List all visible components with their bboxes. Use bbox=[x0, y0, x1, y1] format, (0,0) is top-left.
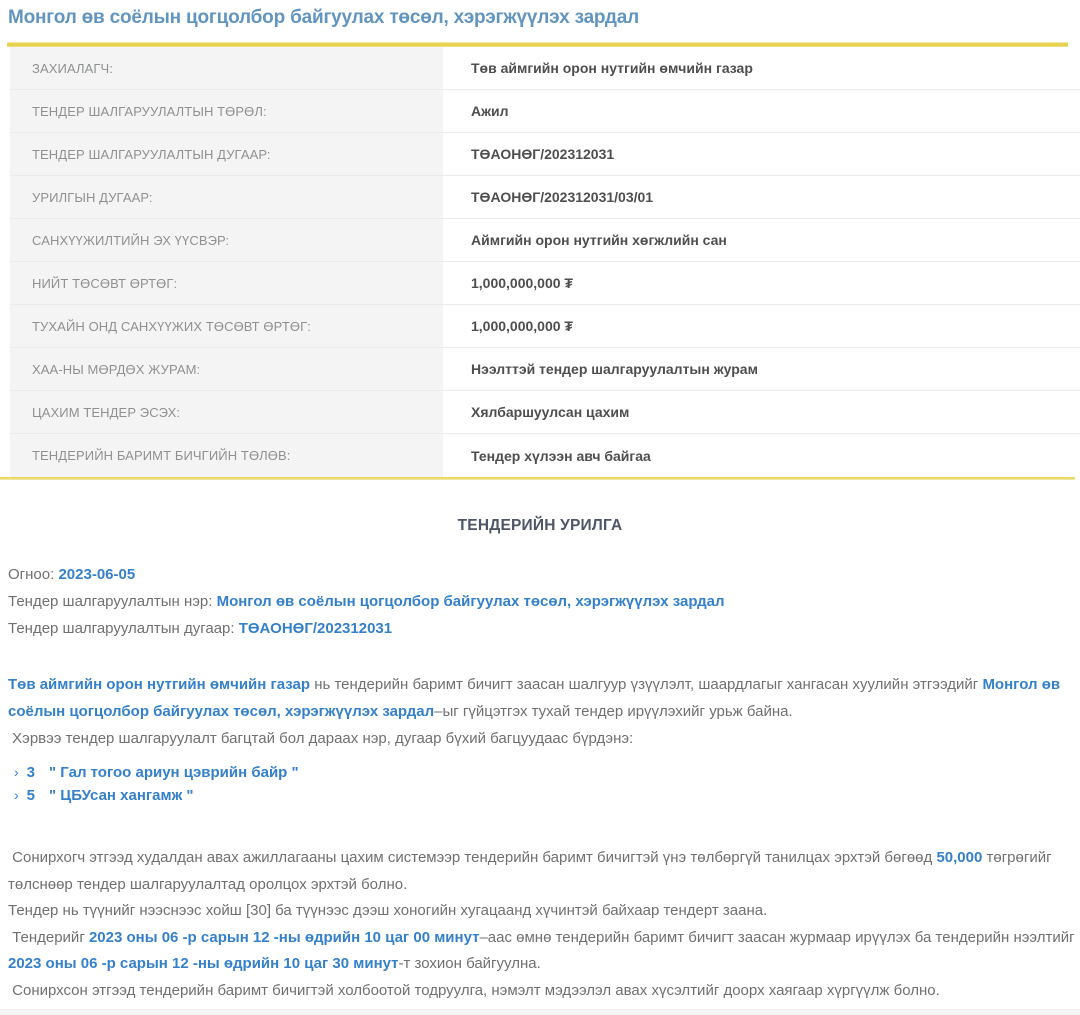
detail-label: ТЕНДЕРИЙН БАРИМТ БИЧГИЙН ТӨЛӨВ: bbox=[10, 434, 443, 477]
paragraph bbox=[8, 725, 1080, 752]
meta-value-link[interactable]: Монгол өв соёлын цогцолбор байгуулах төсөл, хэрэгжүүлэх зардал bbox=[216, 593, 725, 610]
detail-value: ТӨАОНӨГ/202312031/03/01 bbox=[471, 189, 654, 205]
paragraph bbox=[8, 925, 1080, 978]
detail-value: Төв аймгийн орон нутгийн өмчийн газар bbox=[471, 60, 753, 76]
lot-item[interactable] bbox=[14, 784, 1080, 807]
bottom-strip bbox=[0, 1009, 1080, 1015]
inline-link[interactable]: 2023 оны 06 -р сарын 12 -ны өдрийн 10 цаг 30 минут bbox=[8, 955, 399, 972]
inline-text: -т зохион байгуулна. bbox=[398, 955, 541, 972]
lot-number: 3 bbox=[26, 764, 36, 781]
table-row bbox=[10, 176, 1080, 219]
inline-text: –аас өмнө тендерийн баримт бичигт заасан журмаар ирүүлэх ба тендерийн нээлтийг bbox=[479, 928, 1079, 946]
detail-value: Ажил bbox=[471, 103, 509, 119]
lot-number: 5 bbox=[26, 787, 36, 804]
invitation-heading: ТЕНДЕРИЙН УРИЛГА bbox=[457, 517, 623, 534]
invitation-intro-paragraphs bbox=[8, 671, 1080, 752]
meta-value-link[interactable]: ТӨАОНӨГ/202312031 bbox=[238, 620, 393, 637]
inline-link[interactable]: Төв аймгийн орон нутгийн өмчийн газар bbox=[8, 676, 311, 693]
meta-line bbox=[8, 588, 1080, 615]
detail-label: ХАА-НЫ МӨРДӨХ ЖУРАМ: bbox=[10, 348, 443, 390]
inline-text: төгрөгийг төлснөөр тендер шалгаруулалтад оролцох эрхтэй болно. bbox=[8, 849, 1056, 893]
inline-text: Сонирхсон этгээд тендерийн баримт бичигтэй холбоотой тодруулга, нэмэлт мэдээлэл авах хүсэлтийг доорх хаягаар хүргүүлж болно. bbox=[8, 981, 940, 999]
lot-list bbox=[14, 761, 1080, 807]
meta-label: Тендер шалгаруулалтын нэр: bbox=[8, 593, 217, 610]
inline-text: Тендерийг bbox=[8, 928, 89, 946]
meta-label: Тендер шалгаруулалтын дугаар: bbox=[8, 620, 239, 637]
paragraph bbox=[8, 845, 1080, 898]
table-row bbox=[10, 305, 1080, 348]
paragraph bbox=[8, 671, 1080, 725]
detail-label: ТЕНДЕР ШАЛГАРУУЛАЛТЫН ТӨРӨЛ: bbox=[10, 90, 443, 132]
tender-details-table bbox=[10, 47, 1080, 477]
inline-text: нь тендерийн баримт бичигт заасан шалгуур үзүүлэлт, шаардлагыг хангасан хуулийн этгээдийг bbox=[310, 676, 983, 693]
table-row bbox=[10, 47, 1080, 90]
detail-value: Тендер хүлээн авч байгаа bbox=[471, 447, 651, 464]
detail-label: САНХҮҮЖИЛТИЙН ЭХ ҮҮСВЭР: bbox=[10, 219, 443, 261]
inline-link[interactable]: 50,000 bbox=[936, 849, 983, 866]
detail-value: Хялбаршуулсан цахим bbox=[471, 404, 630, 420]
detail-label: ЦАХИМ ТЕНДЕР ЭСЭХ: bbox=[10, 391, 443, 433]
paragraph bbox=[8, 898, 1080, 925]
detail-value: 1,000,000,000 ₮ bbox=[471, 318, 573, 334]
inline-link[interactable]: 2023 оны 06 -р сарын 12 -ны өдрийн 10 цаг 00 минут bbox=[88, 928, 480, 946]
table-row bbox=[10, 133, 1080, 176]
invitation-terms-paragraphs bbox=[8, 845, 1080, 1004]
lot-name-link[interactable]: " ЦБУсан хангамж " bbox=[49, 787, 194, 804]
detail-label: НИЙТ ТӨСӨВТ ӨРТӨГ: bbox=[10, 262, 443, 304]
detail-value: Аймгийн орон нутгийн хөгжлийн сан bbox=[471, 232, 727, 248]
page-title: Монгол өв соёлын цогцолбор байгуулах төсөл, хэрэгжүүлэх зардал bbox=[8, 7, 639, 28]
table-row bbox=[10, 262, 1080, 305]
divider-bottom bbox=[0, 477, 1075, 480]
meta-value-link[interactable]: 2023-06-05 bbox=[58, 566, 136, 583]
meta-label: Огноо: bbox=[8, 566, 59, 583]
meta-line bbox=[8, 561, 1080, 588]
inline-text: Тендер нь түүнийг нээснээс хойш [30] ба түүнээс дээш хоногийн хугацаанд хүчинтэй байхаар тендерт заана. bbox=[8, 902, 768, 919]
lot-item[interactable] bbox=[14, 761, 1080, 784]
detail-value: 1,000,000,000 ₮ bbox=[471, 275, 573, 291]
detail-label: УРИЛГЫН ДУГААР: bbox=[10, 176, 443, 218]
chevron-right-icon: › bbox=[14, 764, 19, 780]
inline-text: –ыг гүйцэтгэх тухай тендер ирүүлэхийг урьж байна. bbox=[434, 703, 793, 720]
chevron-right-icon: › bbox=[14, 787, 19, 803]
detail-value: Нээлттэй тендер шалгаруулалтын журам bbox=[471, 361, 758, 377]
inline-text: Сонирхогч этгээд худалдан авах ажиллагааны цахим системээр тендерийн баримт бичигтэй үнэ төлбөргүй танилцах эрхтэй бөгөөд bbox=[8, 849, 937, 866]
detail-label: ТУХАЙН ОНД САНХҮҮЖИХ ТӨСӨВТ ӨРТӨГ: bbox=[10, 305, 443, 347]
meta-line bbox=[8, 615, 1080, 642]
inline-text: Хэрвээ тендер шалгаруулалт багцтай бол дараах нэр, дугаар бүхий багцуудаас бүрдэнэ: bbox=[8, 730, 634, 747]
detail-label: ТЕНДЕР ШАЛГАРУУЛАЛТЫН ДУГААР: bbox=[10, 133, 443, 175]
detail-value: ТӨАОНӨГ/202312031 bbox=[471, 146, 615, 162]
table-row bbox=[10, 391, 1080, 434]
invitation-meta bbox=[8, 561, 1080, 642]
table-row bbox=[10, 434, 1080, 477]
detail-label: ЗАХИАЛАГЧ: bbox=[10, 47, 443, 89]
inline-link[interactable]: Монгол өв соёлын цогцолбор байгуулах төсөл, хэрэгжүүлэх зардал bbox=[8, 676, 1065, 720]
table-row bbox=[10, 90, 1080, 133]
table-row bbox=[10, 348, 1080, 391]
lot-name-link[interactable]: " Гал тогоо ариун цэврийн байр " bbox=[49, 764, 299, 781]
table-row bbox=[10, 219, 1080, 262]
paragraph bbox=[8, 978, 1080, 1005]
